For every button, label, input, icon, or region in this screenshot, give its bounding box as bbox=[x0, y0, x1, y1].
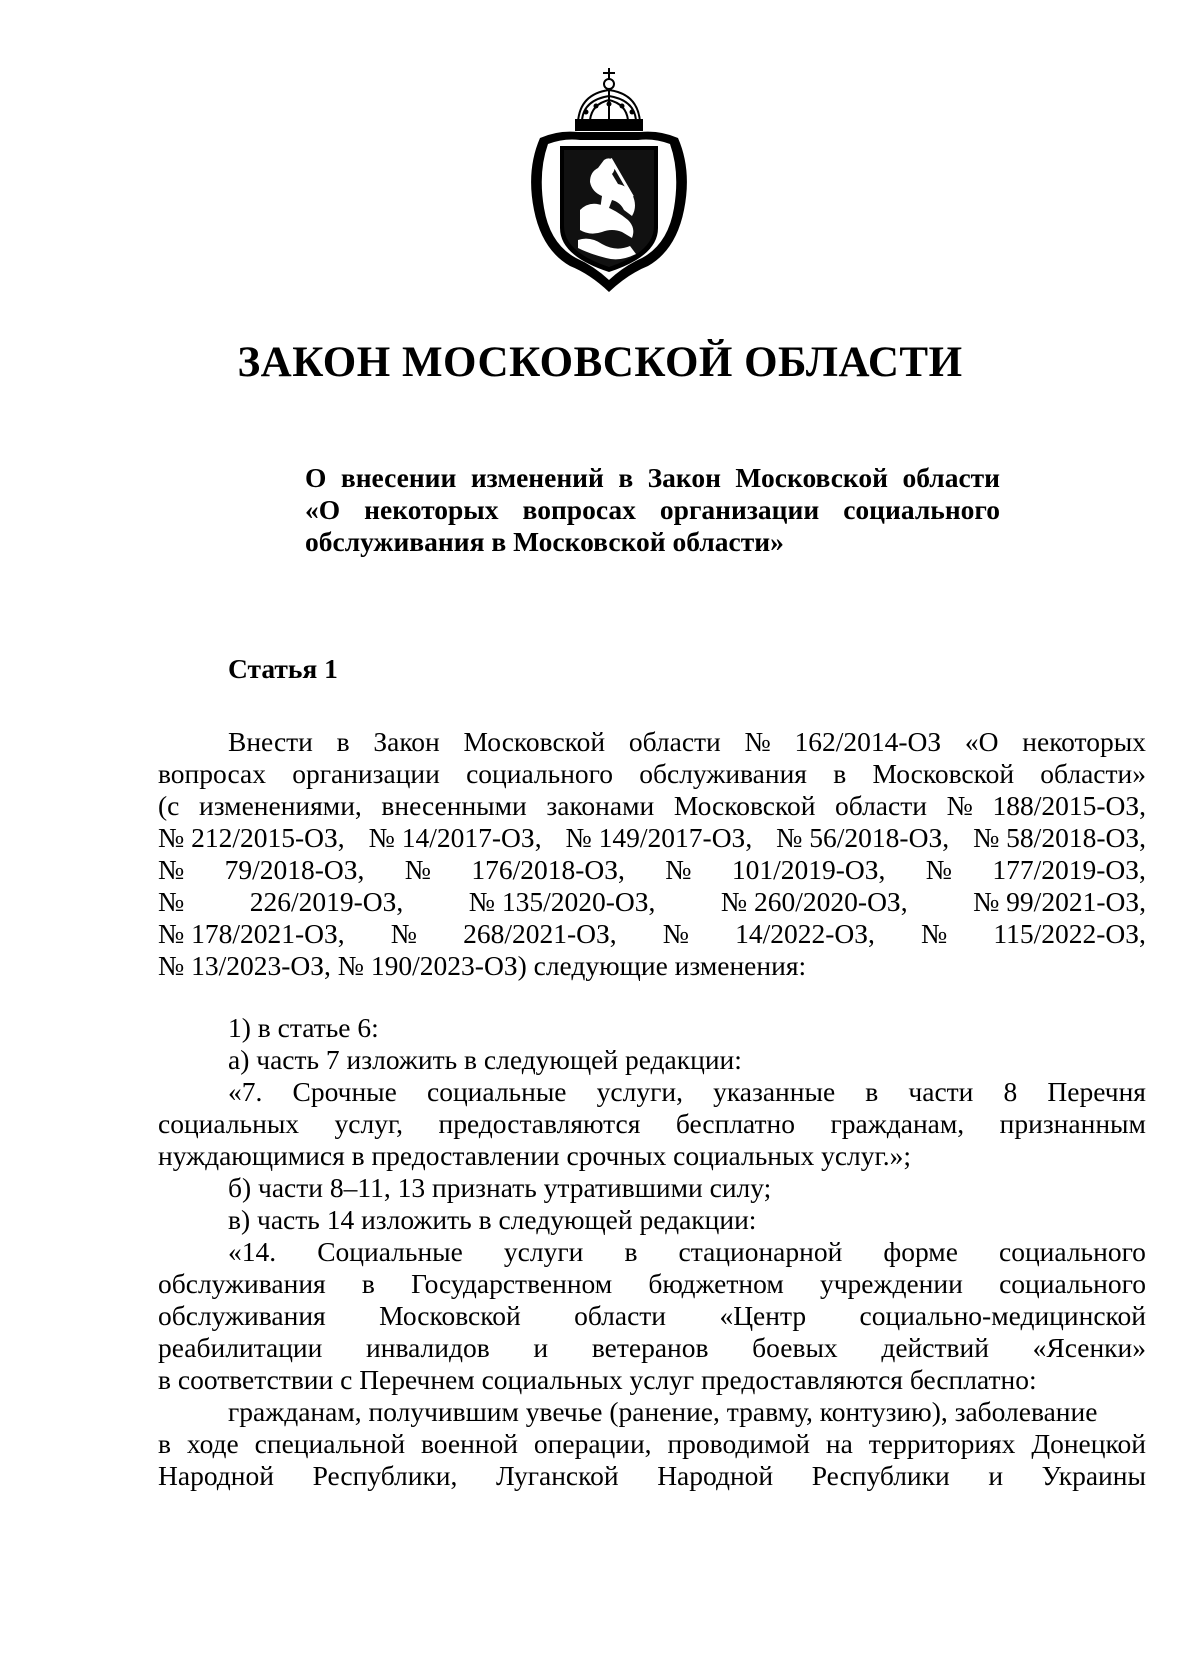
word: 79/2018-ОЗ, bbox=[224, 854, 365, 885]
word: Внести bbox=[228, 726, 313, 757]
word: услуг, bbox=[334, 1108, 404, 1139]
word: части bbox=[908, 1076, 974, 1107]
word: 268/2021-ОЗ, bbox=[463, 918, 617, 949]
word: форме bbox=[883, 1236, 958, 1267]
word: 14/2022-ОЗ, bbox=[735, 918, 875, 949]
word: учреждении bbox=[819, 1268, 963, 1299]
word: бюджетном bbox=[648, 1268, 784, 1299]
word: социальные bbox=[427, 1076, 567, 1107]
subtitle-line: «О некоторых вопросах организации социального bbox=[305, 494, 1000, 525]
word: № bbox=[662, 918, 690, 949]
word: 162/2014-ОЗ bbox=[794, 726, 942, 757]
text-line: № 13/2023-ОЗ, № 190/2023-ОЗ) следующие изменения: bbox=[158, 950, 807, 981]
word: территориях bbox=[868, 1428, 1016, 1459]
text-line bbox=[158, 726, 1146, 758]
word: № 56/2018-ОЗ, bbox=[776, 822, 950, 853]
word: № bbox=[925, 854, 952, 885]
word: Московской bbox=[463, 726, 606, 757]
word: области» bbox=[1040, 758, 1146, 789]
coat-of-arms-icon bbox=[520, 60, 698, 296]
word: Перечня bbox=[1047, 1076, 1146, 1107]
word: № bbox=[921, 918, 948, 949]
word: проводимой bbox=[667, 1428, 810, 1459]
word: Социальные bbox=[317, 1236, 463, 1267]
word: Закон bbox=[373, 726, 440, 757]
word: «О bbox=[964, 726, 999, 757]
word: законами bbox=[546, 790, 655, 821]
word: бесплатно bbox=[675, 1108, 796, 1139]
word: Московской bbox=[673, 790, 816, 821]
list-item: в) часть 14 изложить в следующей редакции: bbox=[228, 1204, 757, 1235]
word: изменениями, bbox=[198, 790, 362, 821]
word: № bbox=[390, 918, 418, 949]
word: предоставляются bbox=[438, 1108, 641, 1139]
word: Государственном bbox=[411, 1268, 613, 1299]
text-line bbox=[158, 1300, 1146, 1332]
word: 177/2019-ОЗ, bbox=[992, 854, 1146, 885]
article-heading: Статья 1 bbox=[228, 653, 338, 684]
word: 8 bbox=[1003, 1076, 1018, 1107]
text-line bbox=[158, 1428, 1146, 1460]
word: организации bbox=[292, 758, 440, 789]
word: некоторых bbox=[1022, 726, 1146, 757]
word: реабилитации bbox=[158, 1332, 323, 1363]
text-line bbox=[158, 918, 1146, 950]
word: области bbox=[574, 1300, 667, 1331]
text-line bbox=[158, 822, 1146, 854]
word: социального bbox=[466, 758, 614, 789]
text-line bbox=[158, 758, 1146, 790]
word: Срочные bbox=[292, 1076, 397, 1107]
word: № 99/2021-ОЗ, bbox=[973, 886, 1146, 917]
word: № 212/2015-ОЗ, bbox=[158, 822, 345, 853]
word: «Центр bbox=[719, 1300, 807, 1331]
word: Республики bbox=[811, 1460, 950, 1491]
word: Народной bbox=[657, 1460, 774, 1491]
list-item: 1) в статье 6: bbox=[228, 1012, 379, 1043]
text-line bbox=[158, 1236, 1146, 1268]
word: признанным bbox=[999, 1108, 1146, 1139]
word: Республики, bbox=[312, 1460, 458, 1491]
word: обслуживания bbox=[158, 1300, 326, 1331]
word: «Ясенки» bbox=[1032, 1332, 1146, 1363]
word: (с bbox=[158, 790, 180, 821]
word: стационарной bbox=[678, 1236, 843, 1267]
word: и bbox=[988, 1460, 1004, 1491]
word: и bbox=[533, 1332, 549, 1363]
text-line bbox=[158, 1460, 1146, 1492]
list-item: б) части 8–11, 13 признать утратившими силу; bbox=[228, 1172, 772, 1203]
word: № 135/2020-ОЗ, bbox=[468, 886, 656, 917]
subtitle-line: обслуживания в Московской области» bbox=[305, 526, 784, 557]
word: 176/2018-ОЗ, bbox=[471, 854, 625, 885]
word: № bbox=[404, 854, 431, 885]
word: на bbox=[825, 1428, 853, 1459]
text-line bbox=[158, 790, 1146, 822]
word: Украины bbox=[1041, 1460, 1146, 1491]
word: № bbox=[158, 854, 185, 885]
word: обслуживания bbox=[158, 1268, 326, 1299]
word: Луганской bbox=[496, 1460, 619, 1491]
word: социального bbox=[999, 1236, 1146, 1267]
word: инвалидов bbox=[366, 1332, 490, 1363]
text-line bbox=[158, 854, 1146, 886]
word: указанные bbox=[713, 1076, 836, 1107]
word: 115/2022-ОЗ, bbox=[993, 918, 1146, 949]
word: военной bbox=[421, 1428, 518, 1459]
word: Московской bbox=[872, 758, 1015, 789]
word: № 149/2017-ОЗ, bbox=[565, 822, 753, 853]
list-item: а) часть 7 изложить в следующей редакции: bbox=[228, 1044, 742, 1075]
text-line bbox=[158, 1108, 1146, 1140]
word: в bbox=[158, 1428, 171, 1459]
word: действий bbox=[881, 1332, 989, 1363]
word: № 178/2021-ОЗ, bbox=[158, 918, 345, 949]
word: № 58/2018-ОЗ, bbox=[973, 822, 1146, 853]
word: № 260/2020-ОЗ, bbox=[720, 886, 908, 917]
word: услуги, bbox=[596, 1076, 683, 1107]
word: области bbox=[835, 790, 927, 821]
word: социально-медицинской bbox=[859, 1300, 1146, 1331]
word: 226/2019-ОЗ, bbox=[249, 886, 404, 917]
text-line bbox=[158, 886, 1146, 918]
word: ходе bbox=[186, 1428, 239, 1459]
word: № bbox=[158, 886, 185, 917]
word: Московской bbox=[379, 1300, 521, 1331]
word: обслуживания bbox=[639, 758, 807, 789]
article-body bbox=[158, 726, 1146, 1492]
word: внесенными bbox=[381, 790, 527, 821]
text-line: в соответствии с Перечнем социальных услуг предоставляются бесплатно: bbox=[158, 1364, 1037, 1395]
word: 188/2015-ОЗ, bbox=[992, 790, 1146, 821]
word: социальных bbox=[158, 1108, 300, 1139]
word: № bbox=[946, 790, 973, 821]
word: гражданам, bbox=[830, 1108, 965, 1139]
word: Донецкой bbox=[1031, 1428, 1146, 1459]
word: в bbox=[865, 1076, 879, 1107]
text-line bbox=[158, 1268, 1146, 1300]
text-line: гражданам, получившим увечье (ранение, травму, контузию), заболевание bbox=[228, 1396, 1098, 1427]
word: области bbox=[628, 726, 721, 757]
word: вопросах bbox=[158, 758, 266, 789]
subtitle-line: О внесении изменений в Закон Московской области bbox=[305, 462, 1000, 493]
word: боевых bbox=[752, 1332, 838, 1363]
word: услуги bbox=[503, 1236, 584, 1267]
word: в bbox=[361, 1268, 375, 1299]
word: № bbox=[665, 854, 692, 885]
word: специальной bbox=[254, 1428, 406, 1459]
word: № bbox=[744, 726, 771, 757]
word: в bbox=[624, 1236, 638, 1267]
law-title: ЗАКОН МОСКОВСКОЙ ОБЛАСТИ bbox=[237, 339, 963, 386]
word: ветеранов bbox=[591, 1332, 709, 1363]
word: в bbox=[833, 758, 847, 789]
word: социального bbox=[999, 1268, 1146, 1299]
text-line bbox=[158, 1076, 1146, 1108]
word: операции, bbox=[533, 1428, 652, 1459]
word: Народной bbox=[158, 1460, 274, 1491]
text-line: нуждающимися в предоставлении срочных социальных услуг.»; bbox=[158, 1140, 911, 1171]
word: «14. bbox=[228, 1236, 277, 1267]
text-line bbox=[158, 1332, 1146, 1364]
law-subtitle bbox=[305, 462, 1000, 558]
word: № 14/2017-ОЗ, bbox=[368, 822, 542, 853]
word: 101/2019-ОЗ, bbox=[731, 854, 886, 885]
word: «7. bbox=[228, 1076, 263, 1107]
word: в bbox=[336, 726, 350, 757]
